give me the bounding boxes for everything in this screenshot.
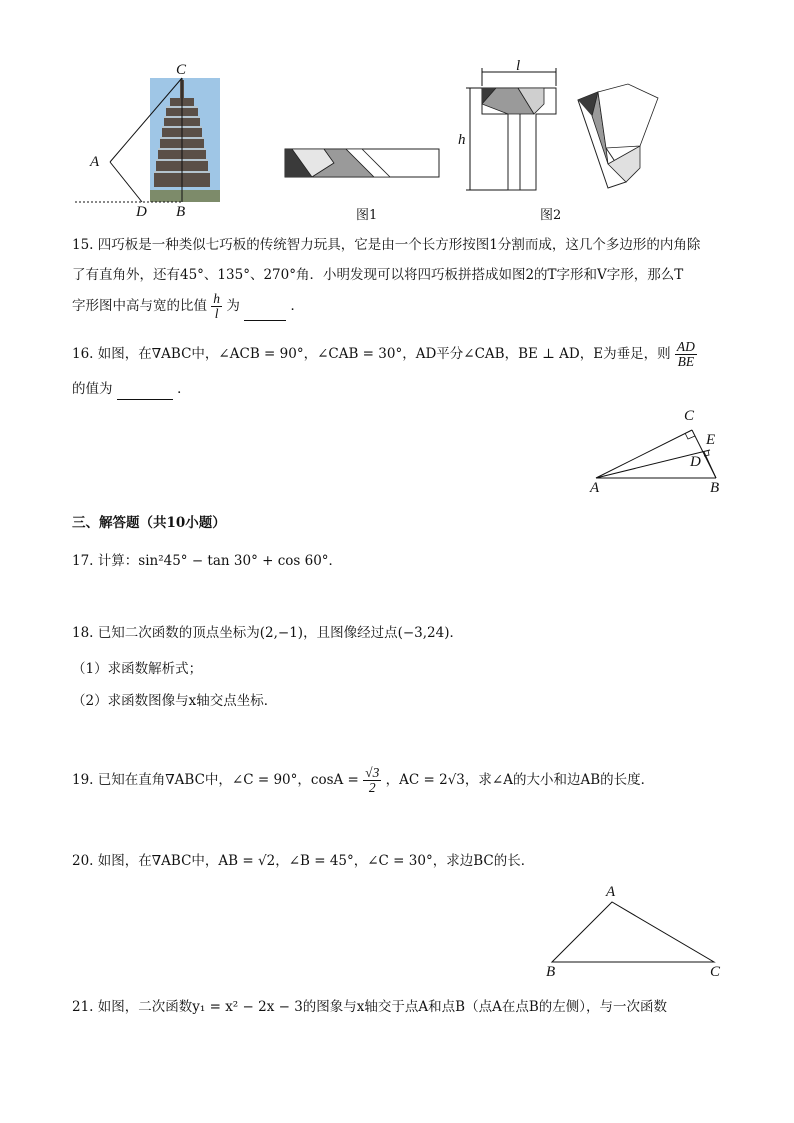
q15-line3-suffix: 为 (226, 298, 240, 314)
pagoda-figure (70, 62, 230, 222)
q15-line1: 15. 四巧板是一种类似七巧板的传统智力玩具，它是由一个长方形按图1分割而成，这几个多边形的内角除 (72, 237, 701, 253)
q16-label-b: B (710, 480, 720, 496)
q15-fraction-num: h (213, 291, 221, 306)
q16-line1-text: 16. 如图，在∇ABC中，∠ACB = 90°，∠CAB = 30°，AD平分∠CAB，BE ⊥ AD，E为垂足，则 (72, 346, 671, 362)
q20-label-a: A (606, 884, 616, 900)
q20-figure-svg (540, 884, 730, 984)
figure-1-svg (284, 148, 444, 180)
q20-label-b: B (546, 964, 556, 980)
q18-main: 18. 已知二次函数的顶点坐标为(2,−1)，且图像经过点(−3,24)． (72, 625, 463, 641)
q15-fraction (211, 292, 222, 321)
q17: 17. 计算：sin²45° − tan 30° + cos 60°． (72, 553, 343, 569)
q16-line2 (72, 378, 191, 400)
q16-label-a: A (590, 480, 600, 496)
q20-label-c: C (710, 964, 721, 980)
q16-figure-svg (588, 408, 728, 500)
pagoda-svg (70, 62, 230, 222)
q16-label-c: C (684, 408, 695, 424)
q19-text-a: 19. 已知在直角∇ABC中，∠C = 90°，cosA = (72, 772, 359, 788)
q19-text-b: ，AC = 2√3，求∠A的大小和边AB的长度． (385, 772, 655, 788)
q15-fraction-den: l (214, 306, 219, 321)
q16-fraction-num: AD (676, 339, 695, 354)
pagoda-label-b: B (176, 204, 186, 220)
figure-2-svg (458, 64, 668, 196)
q16-line1 (72, 340, 697, 369)
q15-line2: 了有直角外，还有45°、135°、270°角．小明发现可以将四巧板拼搭成如图2的T字形和V字形，那么T (72, 267, 684, 283)
figure-2-label-h: h (458, 132, 466, 148)
q16-label-d: D (690, 454, 701, 470)
figure-2-label-l: l (516, 58, 521, 74)
figure-1-caption: 图1 (356, 208, 378, 223)
figure-2 (458, 58, 668, 224)
q16-line2-end: ． (177, 381, 191, 397)
q20: 20. 如图，在∇ABC中，AB = √2，∠B = 45°，∠C = 30°，求边BC的长． (72, 853, 535, 869)
q19-fraction (363, 766, 381, 795)
q16-fraction-den: BE (677, 354, 695, 369)
q20-figure (540, 884, 730, 984)
q18-part1: （1）求函数解析式； (72, 661, 203, 677)
q16-fraction (675, 340, 697, 369)
q15-line3-prefix: 字形图中高与宽的比值 (72, 298, 207, 314)
q15-answer-blank[interactable] (244, 306, 286, 321)
q19-fraction-den: 2 (368, 780, 376, 795)
pagoda-label-c: C (176, 62, 187, 78)
q15-line3 (72, 292, 304, 321)
q16-answer-blank[interactable] (117, 385, 173, 400)
section-3-heading: 三、解答题（共10小题） (72, 515, 226, 531)
q19-fraction-num: √3 (365, 765, 380, 780)
q16-figure (588, 408, 728, 500)
q19 (72, 766, 654, 795)
figure-2-caption: 图2 (540, 208, 562, 223)
pagoda-label-a: A (90, 154, 100, 170)
q16-label-e: E (706, 432, 716, 448)
q16-line2-text: 的值为 (72, 381, 113, 397)
q18-part2: （2）求函数图像与x轴交点坐标． (72, 693, 278, 709)
q15-line3-end: ． (290, 298, 304, 314)
q21: 21. 如图，二次函数y₁ = x² − 2x − 3的图象与x轴交于点A和点B（点A在点B的左侧），与一次函数 (72, 999, 668, 1015)
pagoda-label-d: D (136, 204, 147, 220)
figure-1 (284, 148, 444, 228)
